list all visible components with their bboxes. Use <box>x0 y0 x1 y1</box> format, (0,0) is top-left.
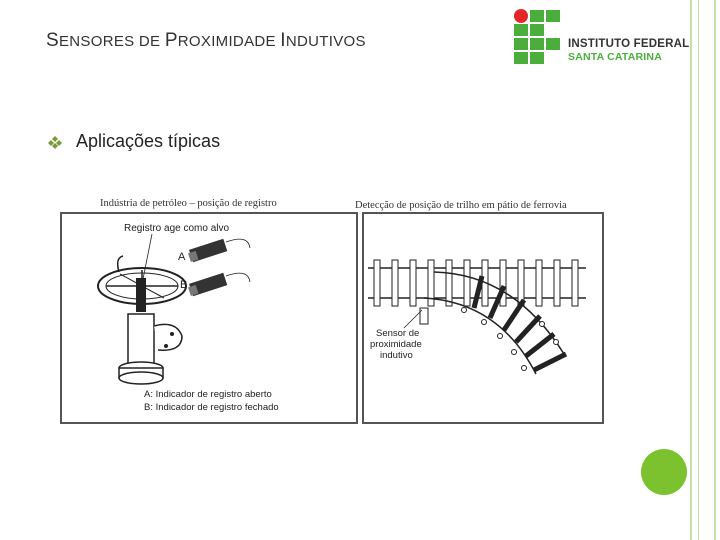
railway-illustration <box>364 214 602 422</box>
decorative-line-3 <box>714 0 716 540</box>
figure-left-panel <box>60 212 358 424</box>
green-circle-decoration <box>641 449 687 495</box>
bullet-item <box>48 131 220 152</box>
sensor-a-icon <box>188 239 250 262</box>
sensor-label-a: A <box>178 251 186 263</box>
sensor-label-line-2: proximidade <box>370 339 422 350</box>
sensor-b-icon <box>188 273 250 296</box>
slide-title: SENSORES DE PROXIMIDADE INDUTIVOS <box>46 30 366 51</box>
figure-left-top-label: Registro age como alvo <box>124 223 230 234</box>
figure-left-caption: Indústria de petróleo – posição de registro <box>100 198 277 209</box>
logo-line-1: INSTITUTO FEDERAL <box>568 38 690 50</box>
logo-line-2: SANTA CATARINA <box>568 51 662 63</box>
legend-b: B: Indicador de registro fechado <box>144 402 279 413</box>
sensor-label-line-1: Sensor de <box>376 328 420 339</box>
bullet-text: Aplicações típicas <box>76 131 221 151</box>
sensor-label-b: B <box>180 279 188 291</box>
decorative-line-2 <box>698 0 699 540</box>
figure-right-caption: Detecção de posição de trilho em pátio de ferrovia <box>355 200 567 211</box>
figure-right-panel <box>362 212 604 424</box>
diamond-bullet-icon <box>48 135 62 149</box>
logo-text <box>568 38 689 64</box>
valve-illustration <box>62 214 356 422</box>
legend-a: A: Indicador de registro aberto <box>144 389 272 400</box>
sensor-label-line-3: indutivo <box>380 350 413 361</box>
decorative-line-1 <box>690 0 692 540</box>
